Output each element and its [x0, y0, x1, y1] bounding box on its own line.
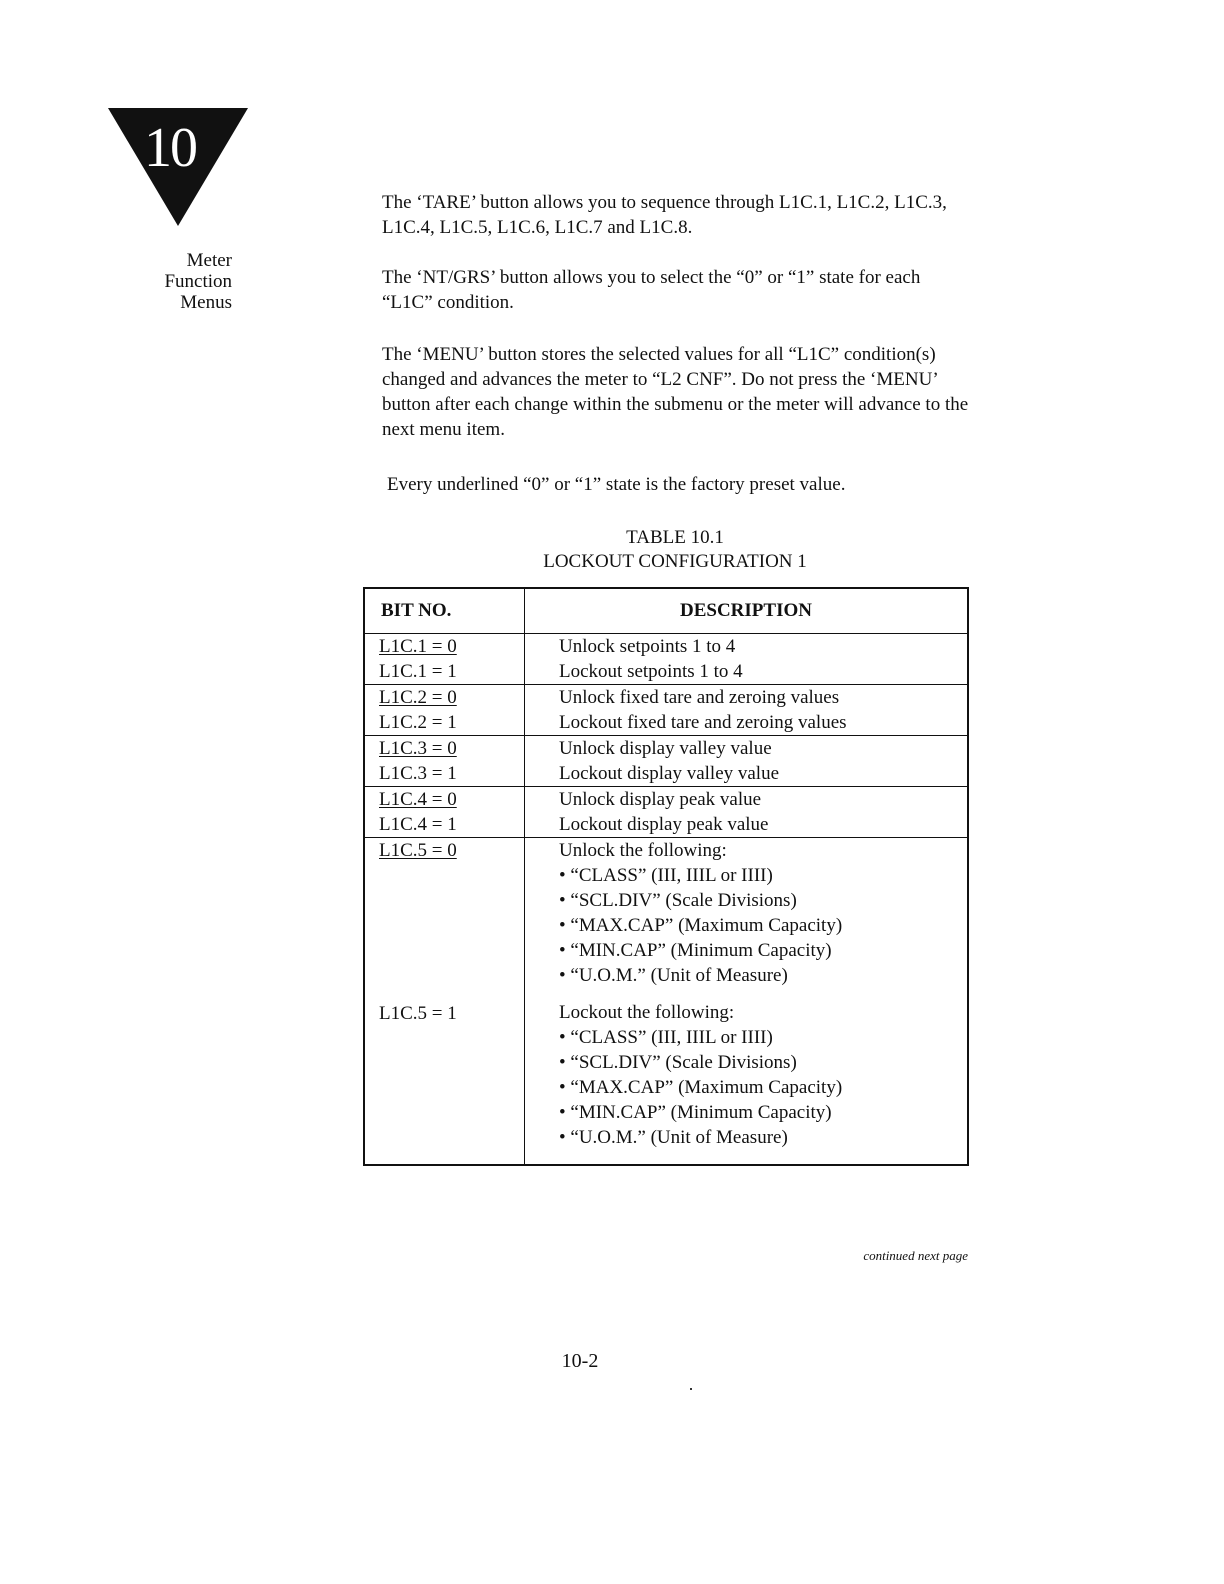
- description-lockout: Lockout display peak value: [559, 814, 769, 835]
- menu-paragraph: The ‘MENU’ button stores the selected values for all “L1C” condition(s) changed and advances the meter to “L2 CNF”. Do not press the ‘MENU’ button after each change within the submenu or the meter will advance to the next menu item.: [382, 344, 969, 440]
- chapter-number: 10: [144, 117, 196, 179]
- lockout-table: [363, 587, 969, 1166]
- description-lockout: Lockout setpoints 1 to 4: [559, 661, 743, 682]
- description-unlock: Unlock fixed tare and zeroing values: [559, 687, 840, 708]
- continued-note: continued next page: [863, 1248, 968, 1263]
- bit-alternate: L1C.2 = 1: [379, 712, 457, 733]
- bit-cell: [364, 685, 525, 736]
- tare-paragraph: The ‘TARE’ button allows you to sequence through L1C.1, L1C.2, L1C.3, L1C.4, L1C.5, L1C.6, L1C.7 and L1C.8.: [382, 192, 947, 238]
- scan-speck: [690, 1388, 692, 1390]
- description-cell: [525, 787, 969, 838]
- section-label-line: Meter: [186, 250, 232, 271]
- bit-alternate: L1C.1 = 1: [379, 661, 457, 682]
- description-lockout: Lockout fixed tare and zeroing values: [559, 712, 847, 733]
- lockout-list-item: • “SCL.DIV” (Scale Divisions): [559, 1050, 967, 1075]
- table-row: [364, 685, 968, 736]
- description-unlock: Unlock display peak value: [559, 789, 762, 810]
- header-description: DESCRIPTION: [525, 588, 969, 634]
- ntgrs-paragraph: The ‘NT/GRS’ button allows you to select the “0” or “1” state for each “L1C” condition.: [382, 267, 921, 313]
- lockout-list-item: • “MIN.CAP” (Minimum Capacity): [559, 1100, 967, 1125]
- table-caption-title: LOCKOUT CONFIGURATION 1: [543, 551, 807, 572]
- bit-default: L1C.3 = 0: [379, 738, 457, 759]
- bit-alternate: L1C.5 = 1: [379, 1003, 457, 1024]
- bit-cell: [364, 838, 525, 1166]
- bit-default: L1C.4 = 0: [379, 789, 457, 810]
- section-label-line: Function: [164, 271, 232, 292]
- unlock-list-item: • “MIN.CAP” (Minimum Capacity): [559, 938, 967, 963]
- bit-cell: [364, 787, 525, 838]
- bit-default: L1C.5 = 0: [379, 840, 457, 861]
- lockout-list-item: • “MAX.CAP” (Maximum Capacity): [559, 1075, 967, 1100]
- description-cell: [525, 634, 969, 685]
- unlock-list-item: • “SCL.DIV” (Scale Divisions): [559, 888, 967, 913]
- table-row: [364, 634, 968, 685]
- unlock-intro: Unlock the following:: [559, 840, 727, 861]
- table-caption-number: TABLE 10.1: [626, 527, 724, 548]
- unlock-list-item: • “CLASS” (III, IIIL or IIII): [559, 863, 967, 888]
- description-cell: [525, 685, 969, 736]
- bit-default: L1C.1 = 0: [379, 636, 457, 657]
- header-bit-no: BIT NO.: [364, 588, 525, 634]
- unlock-list-item: • “U.O.M.” (Unit of Measure): [559, 963, 967, 988]
- bit-alternate: L1C.3 = 1: [379, 763, 457, 784]
- table-row: [364, 736, 968, 787]
- description-unlock: Unlock setpoints 1 to 4: [559, 636, 736, 657]
- bit-default: L1C.2 = 0: [379, 687, 457, 708]
- lockout-list-item: • “U.O.M.” (Unit of Measure): [559, 1125, 967, 1150]
- section-label-line: Menus: [180, 292, 232, 313]
- chapter-badge: [108, 108, 248, 226]
- bit-alternate: L1C.4 = 1: [379, 814, 457, 835]
- unlock-list-item: • “MAX.CAP” (Maximum Capacity): [559, 913, 967, 938]
- page-number: 10-2: [561, 1350, 599, 1372]
- table-header-row: [364, 588, 968, 634]
- preset-paragraph: Every underlined “0” or “1” state is the factory preset value.: [387, 474, 846, 495]
- description-unlock: Unlock display valley value: [559, 738, 772, 759]
- section-label: [120, 250, 232, 313]
- description-cell: [525, 736, 969, 787]
- description-cell: [525, 838, 969, 1166]
- lockout-list-item: • “CLASS” (III, IIIL or IIII): [559, 1025, 967, 1050]
- table-row: [364, 838, 968, 1166]
- bit-cell: [364, 634, 525, 685]
- lockout-intro: Lockout the following:: [559, 1002, 735, 1023]
- table-row: [364, 787, 968, 838]
- description-lockout: Lockout display valley value: [559, 763, 780, 784]
- bit-cell: [364, 736, 525, 787]
